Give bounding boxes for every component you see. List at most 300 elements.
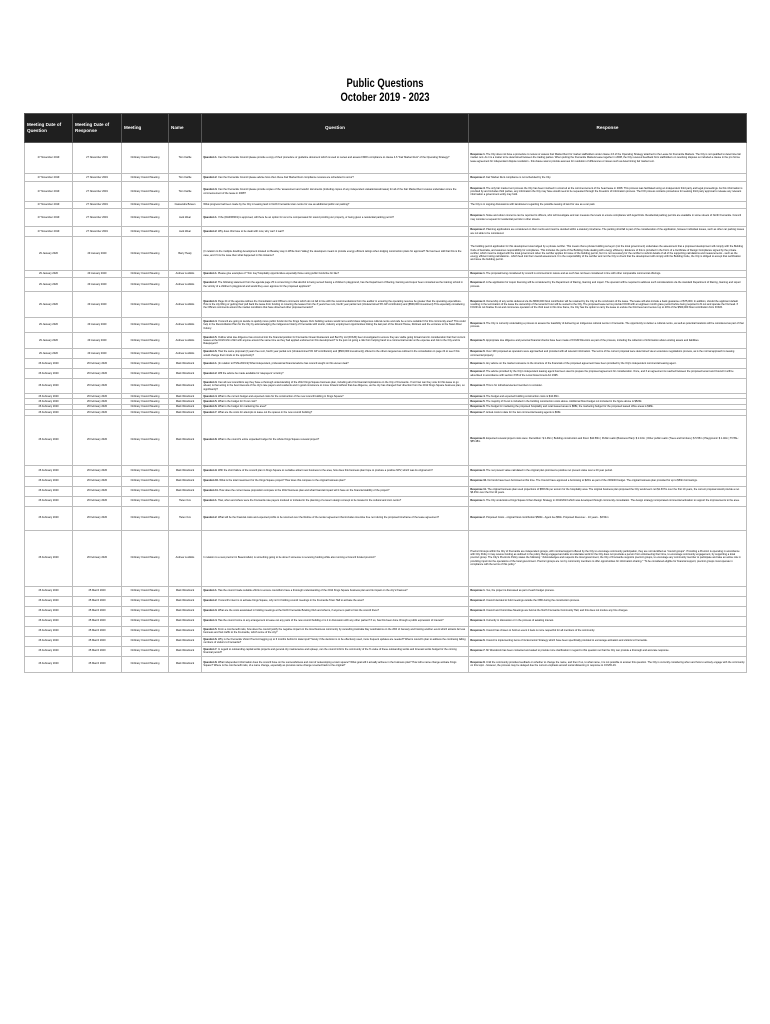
question-date-cell: 26 February 2020 [25,606,73,616]
response-label: Response 2. [470,516,486,520]
response-label: Response 2. [470,281,486,285]
response-text: Mr Woodcock has been contacted and asked to provide more clarification in regard to this question so that the City can provide a thorough and accurate response. [486,649,670,653]
question-cell [202,379,469,394]
response-cell [469,292,747,318]
question-date-cell: 27 November 2019 [25,227,73,237]
response-cell [469,465,747,476]
question-cell [202,209,469,227]
question-text: Can the Fremantle Council please advise how often these Fair Market Rent compliance reviews are scheduled to occur? [217,175,354,179]
response-text: The proposal being considered by council is commercial in nature and as such has not been considered in line with other comparable commercial offerings. [486,272,662,276]
question-text: Please give examples of "Tom Ivey"hospitality opportunities especially those using public funds like for like? [217,272,339,276]
question-date-cell: 27 November 2019 [25,182,73,202]
response-cell [469,646,747,656]
question-date-cell: 26 February 2020 [25,636,73,646]
question-date-cell: 29 January 2020 [25,349,73,359]
question-date-cell: 26 February 2020 [25,596,73,606]
response-cell [469,349,747,359]
table-row [25,333,747,349]
question-label: Question 2. [203,516,218,520]
response-date-cell: 26 February 2020 [73,379,122,394]
name-cell: Mark Woodcock [169,586,202,596]
question-text: (In relation to the multiple dwelling development located on Beasley way in White Gum Valley) the developers meant to provide energy efficient ratings when lodging construction plans for approval? He has been told that this is the case, and if it is the case then what happened in this instance? [203,250,462,257]
meeting-cell: Ordinary Council Meeting [122,182,169,202]
meeting-cell: Ordinary Council Meeting [122,202,169,209]
response-text: This is for individual elected members to consider. [486,384,543,388]
response-date-cell: 27 November 2019 [73,209,122,227]
response-text: The City is in ongoing discussions with landowners regarding the possible leasing of land for use as a car park. [470,203,596,207]
response-label: Response 3. [470,609,486,613]
meeting-cell: Ordinary Council Meeting [122,636,169,646]
question-cell [202,530,469,586]
response-date-cell: 26 February 2020 [73,465,122,476]
question-cell [202,606,469,616]
response-text: Noise and odour concerns can be reported to officers, who will investigate and can measure the levels to ensure compliance with legal limits. Residential parking permits are available in some streets of North Fremantle. Council may consider a request for residential permits in other streets. [470,214,742,221]
question-text: What are the costs associated in holding meetings at the North Fremantle Bowling Club and what is, if anyone is paid to host the council there? [217,609,380,613]
name-cell: Andrew Luobikis [169,530,202,586]
question-text: Page 24 of the agenda outlines the Consultation and Officers comments which do not fall in line with the recommendations from the auditor in ensuring the operating revenue be greater than the operating expenditure. How is the city lifting or getting their pull back the lease from funding or covering the leases from the 3 years free rent, fourth year partial rent (Undetermined 5% GP contribution) and ($500,000 investment) This especially considering the Officers comments around the market conditions that have observed other proposed tenants? [203,299,465,310]
question-cell [202,227,469,237]
response-label: Response 2. [470,370,486,374]
table-row [25,586,747,596]
response-text: Appropriate due diligence and personal financial checks have been made of FOUR Directors as part of the process, including the collection of information about existing assets and liabilities. [485,338,700,342]
response-label: Response 2. [470,228,486,232]
question-label: Question 1. [203,589,218,593]
response-label: Response 2. [470,599,486,603]
question-date-cell: 29 January 2020 [25,237,73,271]
response-text: Actual costs to date for the two commercial leasing agents is $63k. [485,410,562,414]
response-label: Response 3. [470,186,486,190]
question-label: Question 2. [203,175,218,179]
meeting-cell: Ordinary Council Meeting [122,359,169,369]
table-row [25,476,747,486]
response-date-cell: 26 February 2020 [73,410,122,415]
question-cell [202,465,469,476]
question-label: Question 1. [203,499,218,503]
response-date-cell: 26 February 2020 [73,486,122,496]
name-cell: Mark Woodcock [169,606,202,616]
question-text: What is the budget for fit out cost? [217,399,257,403]
meeting-cell: Ordinary Council Meeting [122,596,169,606]
response-date-cell: 29 January 2020 [73,271,122,278]
meeting-cell: Ordinary Council Meeting [122,369,169,379]
question-text: If the (DA0363/19) is approved, will there be an option for us to be compensated for sound proofing our property, or being given a residential parking permit? [217,215,394,219]
response-date-cell: 26 February 2020 [73,359,122,369]
response-date-cell: 26 February 2020 [73,530,122,586]
question-cell [202,496,469,506]
response-cell [469,586,747,596]
response-label: Response 4. [470,321,486,325]
meeting-cell: Ordinary Council Meeting [122,394,169,399]
question-date-cell: 26 February 2020 [25,496,73,506]
meeting-cell: Ordinary Council Meeting [122,379,169,394]
name-cell: Mark Woodcock [169,410,202,415]
question-label: Question 1. [203,215,218,219]
question-cell [202,616,469,626]
question-label: Question 6. [203,637,218,641]
question-cell [202,143,469,174]
question-cell [202,586,469,596]
response-cell [469,318,747,333]
response-label: Response 3. [470,384,486,388]
question-date-cell: 29 January 2020 [25,292,73,318]
response-cell [469,506,747,530]
question-label: Question 1. [203,361,218,365]
table-row [25,636,747,646]
question-label: Question 9. [203,468,218,472]
question-label: Question 7. [203,647,218,651]
response-date-cell: 25 March 2020 [73,586,122,596]
response-text: Precinct Groups within the City of Fremantle are independent groups, with nominal support offered by the City to encourage community participation, they are not identified as "council groups". Providing a Precinct is operating in accordance with City Policy it may receive funding as outlined in the policy. Being engaged and able to undertake work for the City does not preclude a person from volunteering their time, to encourage community engagement, by supporting a local precinct group. The City's Precincts Policy states the following: "Acknowledges and respects the local government, the City of Fremantle supports precinct groups, to encourage any community member to participate and take an active role in providing input into the operations of the local government. Precinct groups are run by community members to offer opportunities for information sharing." "To be considered eligible for financial support, precinct groups must operate in compliance with the terms of this policy." [470,550,741,566]
response-date-cell: 27 November 2019 [73,174,122,182]
question-date-cell: 27 November 2019 [25,143,73,174]
question-text: Has the council come to any arrangement to lease out any parts of the new council building or is it in discussion with any other parties? If so, has this been done through a public expression of interest? [217,619,444,623]
question-text: What will be the financial costs and expected profits to be returned over the lifetime of the tender agreement that includes incentive free rent during the proposed timeframe of the lease agreement? [217,516,439,520]
column-header-question-date: Meeting Date of Question [25,114,73,143]
meeting-cell: Ordinary Council Meeting [122,292,169,318]
question-cell [202,333,469,349]
response-text: Council is implementing items of its Economic Strategy which have been specifically provided to encourage activation and visitors to Fremantle. [486,639,648,643]
table-row [25,626,747,636]
meeting-cell: Ordinary Council Meeting [122,606,169,616]
table-body [25,143,747,673]
question-cell [202,182,469,202]
question-cell [202,237,469,271]
response-date-cell: 26 February 2020 [73,394,122,399]
question-cell [202,636,469,646]
question-label: Question 6. [203,350,218,354]
table-row [25,415,747,465]
question-text: How does the current lease proposition compare to the 2012 business plan and what financial impact will it have on the financial stability of the project? [219,489,390,493]
question-text: What progress had been made by the City in leasing land in North Fremantle town centre for use as additional public car parking? [203,203,350,207]
response-cell [469,174,747,182]
question-cell [202,656,469,672]
question-text: With the short failure of the council plan in Kings Square to revitalise attract new business to the area, how does this business plan hope to produce a positive NPV, which was its original aim? [217,468,433,472]
question-text: From a cost benefit ratio, how does the council justify the negative impact on the local business community by cancelling Australia Day celebrations on the 26th of January and hosting another event which attracts far less business and foot traffic to the Fremantle, which some of the city? [203,627,466,635]
question-cell [202,278,469,292]
question-text: If council's intent is to activate Kings Square, why isn't it holding council meetings in the Fremantle Town Hall to activate the area? [217,599,364,603]
question-date-cell: 26 February 2020 [25,646,73,656]
response-label: Response 6. [470,639,486,643]
question-date-cell: 26 February 2020 [25,616,73,626]
question-label: Question 5. [203,335,218,339]
response-cell [469,278,747,292]
question-date-cell: 26 February 2020 [25,415,73,465]
response-date-cell: 25 March 2020 [73,596,122,606]
question-cell [202,646,469,656]
question-text: In relation to a new precinct in Beaconsfield, is something going to be done if someone is receiving funding while also running a Council funded precinct? [203,556,376,560]
response-date-cell: 25 March 2020 [73,636,122,646]
response-cell [469,271,747,278]
question-date-cell: 26 February 2020 [25,394,73,399]
question-label: Question 3. [203,188,218,192]
response-text: Until the community provides feedback on whether to change the name, and then if so, to what name, it is not possible to answer this question. The City is currently considering when and how to actively engage with the community on this topic - however, the process may be delayed due the current emphasis around social distancing in response to COVID-19. [470,660,745,668]
question-date-cell: 26 February 2020 [25,530,73,586]
meeting-cell: Ordinary Council Meeting [122,465,169,476]
meeting-cell: Ordinary Council Meeting [122,318,169,333]
column-header-name: Name [169,114,202,143]
question-text: Why does this have to be dealt with now, why can't it wait? [217,229,284,233]
question-label: Question 11. [203,489,219,493]
question-cell [202,476,469,486]
public-questions-table [24,113,747,673]
name-cell: Mark Woodcock [169,616,202,626]
response-label: Response 1. [470,361,486,365]
response-label: Response 1. [470,214,486,218]
meeting-cell: Ordinary Council Meeting [122,626,169,636]
question-cell [202,506,469,530]
table-row [25,359,747,369]
question-text: Why is the Fremantle Visitor Precinct lagging up to 6 months behind in data input? Surely if the decision is to be effectively used, more frequent updates are needed? What is council's plan to address the continuing falling numbers of visitors to Fremantle? [203,637,466,645]
question-text: Outline what due diligence has occurred into the financial position for Fremantle Ocean Restaurant and Bar Pty Ltd (FOUR) been investigated to ensure they are viable going forward and in consideration that their current leases at the Dirt/Urchin 2Girl with anyone around the same time as they had applied endorsed on this development? Is the just not going a risk from helping hand to a commercial tender at the expense and risk to the City and its Ratepayers? [203,335,466,346]
name-cell: Tom Carlile [169,182,202,202]
response-text: Planning applications are considered on their merits and must be decided within a statutory timeframe. The parking shortfall is part of the consideration of the application, however individual issues, such as other car parking issues are not able to be considered. [470,228,745,235]
question-date-cell: 29 January 2020 [25,271,73,278]
response-text: The City does not have a procedure to review or assess Fair Market Rent for market stallholders under clause 4.6 of the Operating Strategy attached to the Lease for Fremantle Markets. The City is not qualified to determine fair market rent. As it is a matter to be determined between the trading parties. When putting the Fremantle Markets lease together in 2008, the City received feedback from stallholders on resolving disputes so included a clause in the pro forma lease agreement for independent dispute resolution - this clause was to provide avenues for resolution of differences or issues such as determining fair market rent. [470,153,741,163]
table-row [25,606,747,616]
name-cell: Mark Woodcock [169,636,202,646]
meeting-cell: Ordinary Council Meeting [122,399,169,404]
response-cell [469,496,747,506]
response-cell [469,486,747,496]
table-row [25,271,747,278]
response-text: A the application for Liquor licensing will be considered by the Department of Racing, Gaming and Liquor. The operator will be required to address such considerations via the standard Department of Racing, Gaming and Liquor process. [470,281,741,288]
question-text: How, when and where were the Fremantle rate payers involved or included in the planning of a tavern design concept to be located in the cultural and civic centre? [217,499,402,503]
response-text: The budget for marketing the proposed hospitality and retail leased areas is $88k, the marketing budget for the proposed leased office areas is $96k. [486,405,654,409]
question-cell [202,596,469,606]
response-label: Response 1. [470,272,486,276]
response-label: Response 1. [470,153,486,157]
response-label: Response 2. [470,175,486,179]
response-date-cell: 25 March 2020 [73,626,122,636]
response-date-cell: 26 February 2020 [73,476,122,486]
question-label: Question 5. [203,627,218,631]
meeting-cell: Ordinary Council Meeting [122,415,169,465]
meeting-cell: Ordinary Council Meeting [122,271,169,278]
name-cell: Mark Woodcock [169,626,202,636]
question-date-cell: 26 February 2020 [25,656,73,672]
question-cell [202,202,469,209]
table-row [25,318,747,333]
response-text: The advice provided by the City's independent leasing agent has been used to prepare the proposed agreement for consideration. Once, and if an agreement is reached between the proposed tenant and Council it will be advertised in accordance with section 3.58 of the Local Government Act 1995. [470,370,734,377]
response-date-cell: 27 November 2019 [73,202,122,209]
response-cell [469,333,747,349]
table-row [25,646,747,656]
meeting-cell: Ordinary Council Meeting [122,586,169,596]
question-label: Question 4. [203,619,218,623]
table-row [25,506,747,530]
name-cell: Mark Woodcock [169,369,202,379]
question-label: Question 4. [203,320,218,324]
response-text: The City undertook a Kings Square Urban Design Strategy in 2012/2013 which was developed through community consultation. The design strategy incorporated commercial activation to support the improvements to the area. [486,499,740,503]
question-text: What independent information does the council have on the successfulness and cost of redeveloping a town square? What goal will it actually achieve in the business plan? How will a name change activate Kings Square? Where is the cost benefit ratio, of a name change, especially as previous name change reverted back to the original? [203,660,457,668]
table-row [25,227,747,237]
question-date-cell: 26 February 2020 [25,369,73,379]
response-cell [469,182,747,202]
response-text: The building permit application for this development was lodged by a private certifier. This means that a private building surveyor (not the local government) undertakes the assessment that a proposed development will comply with the Building Code of Australia, and assumes responsibility for compliance. This includes the parts of the Building Code dealing with energy efficiency. Evidence of this is provided in the Form of a Certificate of Design Compliance signed by the private certifier, which must be lodged with the local government when the certifier applies for issue of the building permit, but it is not necessary for the certifier to submit details of all of the supporting calculations and measurements - such as the energy efficient rating calculations - which feed into their overall assessment. It is the responsibility of the certifier and not the City to check that the development will comply with the Building Code, the City is obliged to accept that certification and issue the building permit. [470,245,744,262]
response-label: Response 4. [470,394,486,398]
question-date-cell: 26 February 2020 [25,486,73,496]
name-cell: Mark Woodcock [169,399,202,404]
response-cell [469,379,747,394]
table-row [25,616,747,626]
response-label: Response 11. [470,487,487,491]
response-cell [469,369,747,379]
question-label: Question 1. [203,156,218,160]
response-text: Council has chosen to hold an event it feels is more respectful for all members of the community. [486,629,595,633]
question-text: In regard to outstanding capital works projects and general city maintenance and upkeep, can the council inform the community of the % value of these outstanding works and forecast works budget for the coming financial period? [203,647,457,655]
question-label: Question 8. [203,438,218,442]
question-cell [202,318,469,333]
column-header-question: Question [202,114,469,143]
response-date-cell: 29 January 2020 [73,318,122,333]
question-cell [202,626,469,636]
response-label: Response 3. [470,299,486,303]
response-text: Any advice on the market relevance to the structure of the financials of the proposed agreement have been provided by the City's independent commercial leasing agent. [485,361,677,365]
response-date-cell: 29 January 2020 [73,278,122,292]
response-label: Response 5. [470,338,486,342]
response-text: No funds have been borrowed at this time. The Council have approved a borrowing to $20m as part of the 2019/20 budget. The original business plan provided for up to $53m borrowings. [487,479,698,483]
response-cell [469,202,747,209]
response-cell [469,237,747,271]
question-date-cell: 26 February 2020 [25,626,73,636]
response-cell [469,636,747,646]
response-label: Response 8. [470,660,486,664]
response-cell [469,415,747,465]
name-cell: Barry Healy [169,237,202,271]
table-row [25,530,747,586]
name-cell: Mark Woodcock [169,379,202,394]
meeting-cell: Ordinary Council Meeting [122,333,169,349]
name-cell: Mark Woodcock [169,359,202,369]
meeting-cell: Ordinary Council Meeting [122,404,169,409]
column-header-meeting: Meeting [122,114,169,143]
question-date-cell: 26 February 2020 [25,379,73,394]
response-label: Response 5. [470,399,486,403]
response-date-cell: 26 February 2020 [73,506,122,530]
question-cell [202,174,469,182]
response-label: Response 10. [470,479,487,483]
meeting-cell: Ordinary Council Meeting [122,486,169,496]
question-text: What is the current budget and expected costs for the construction of the new council building in Kings Square? [217,394,344,398]
response-date-cell: 25 March 2020 [73,646,122,656]
question-date-cell: 27 November 2019 [25,209,73,227]
table-row [25,656,747,672]
table-row [25,182,747,202]
question-label: Question 2. [203,229,218,233]
question-date-cell: 26 February 2020 [25,465,73,476]
name-cell: Mark Woodcock [169,646,202,656]
meeting-cell: Ordinary Council Meeting [122,506,169,530]
response-text: Currently in discussion or in the process of awaiting interest. [486,619,554,623]
name-cell: Jack Wear [169,209,202,227]
response-cell [469,476,747,486]
response-date-cell: 25 March 2020 [73,616,122,626]
response-label: Response 9. [470,468,486,472]
response-text: The only fair market rent process the City has been involved in occurred at the commencement of the head lease in 2008. This process was facilitated using an independent third party and legal proceedings. As this information is provided by and includes third parties, any information the City may have would need to be requested through the Freedom of Information process. The FOI process contains procedures for seeking third party approval to release any relevant information a government entity may hold. [470,186,743,197]
question-cell [202,271,469,278]
name-cell: Cassandra Bowen [169,202,202,209]
column-header-response: Response [469,114,747,143]
name-cell: Andrew Luobikis [169,333,202,349]
response-label: Response 1. [470,589,486,593]
question-label: Question 4. [203,394,218,398]
response-date-cell: 26 February 2020 [73,399,122,404]
question-text: How the same proposal (3 years free rent, fourth year partial rent (Undetermined 5% GP contribution) and ($500,000 investment)) offered to the others targeted as outlined in the consultation on page 24 to see if this would change their minds to the opportunity? [203,350,460,357]
question-label: Question 2. [203,599,218,603]
question-label: Question 3. [203,299,218,303]
response-cell [469,530,747,586]
table-row [25,369,747,379]
table-header-row [25,114,747,143]
question-cell [202,369,469,379]
response-label: Response 7. [470,649,486,653]
meeting-cell: Ordinary Council Meeting [122,496,169,506]
name-cell: Mark Woodcock [169,486,202,496]
question-label: Question 2. [203,281,218,285]
response-text: Proposed Costs - original fitout contribution $500k - Agent fee $54k. Proposed Revenue: - 10 years - $3.54m [486,516,609,520]
question-text: Will the advice be made available for ratepayers' scrutiny? [217,371,284,375]
response-cell [469,616,747,626]
name-cell: Andrew Luobikis [169,292,202,318]
response-date-cell: 29 January 2020 [73,292,122,318]
name-cell: Mark Woodcock [169,476,202,486]
meeting-cell: Ordinary Council Meeting [122,656,169,672]
question-text: Can the Fremantle Council please provide copies of the 'assessment and results' documents (including copies of any independent valuations/estimates) for all of the Fair Market Rent reviews undertaken since the commencement of the lease in 2008? [203,188,457,195]
question-label: Question 8. [203,660,218,664]
table-row [25,486,747,496]
question-cell [202,292,469,318]
table-row [25,278,747,292]
response-date-cell: 27 November 2019 [73,143,122,174]
meeting-cell: Ordinary Council Meeting [122,349,169,359]
response-cell [469,606,747,616]
question-date-cell: 29 January 2020 [25,318,73,333]
question-text: What are the costs for attempts to lease out the spaces in the new council building? [217,410,313,414]
question-date-cell: 29 January 2020 [25,333,73,349]
question-text: What is the council's entire unpacked budget for the whole Kings Square renewal project? [217,438,320,442]
name-cell: Mark Woodcock [169,465,202,476]
table-row [25,465,747,476]
name-cell: Tom Carlile [169,143,202,174]
question-label: Question 5. [203,399,218,403]
question-cell [202,349,469,359]
question-text: What is the budget for marketing the area? [217,405,267,409]
response-text: The City is currently undertaking a process to assess the feasibility of delivering an indigenous cultural centre in Fremantle. The opportunity to deliver a cultural centre, as well as potential locations will be considered as part of that process. [470,321,744,328]
meeting-cell: Ordinary Council Meeting [122,209,169,227]
response-cell [469,596,747,606]
response-date-cell: 26 February 2020 [73,369,122,379]
meeting-cell: Ordinary Council Meeting [122,530,169,586]
meeting-cell: Ordinary Council Meeting [122,174,169,182]
response-date-cell: 25 March 2020 [73,606,122,616]
response-date-cell: 27 November 2019 [73,227,122,237]
meeting-cell: Ordinary Council Meeting [122,143,169,174]
name-cell: Tom Carlile [169,174,202,182]
question-label: Question 6. [203,405,218,409]
response-text: Council and Committee Meetings are held at the North Fremantle Community Hall, and this does not involve any hire charges. [486,609,629,613]
response-cell [469,227,747,237]
response-text: The budget and expected building construction costs is $44.68m. [486,394,560,398]
response-label: Response 6. [470,405,486,409]
name-cell: Mark Woodcock [169,596,202,606]
question-text: If council are going to decide to quickly move public funds into the Kings Square Civic building venture would not a world class indigenous cultural centre and cafe be a more suitable fit for this community area? This could help in the Reconciliation Plan for the City by acknowledging the indigenous history of Fremantle with tourist, industry employment opportunities linking the last part of the Round House, Rottnest and the entrance to the Swan River Colony. [203,320,466,330]
response-text: The net present value calculated in the original plan promised a positive net present value over a 20 year period. [486,468,613,472]
response-label: Response 4. [470,619,486,623]
page-title-line-1: Public Questions [346,78,424,90]
page-title-line-2: October 2019 - 2023 [340,92,430,104]
column-header-response-date: Meeting Date of Response [73,114,122,143]
question-text: Can the Fremantle Council please provide a copy of their procedure or guideline document which is used to review and assess FMR's compliance to clause 4.6 "Fair Market Rent" of the Operating Strategy? [217,156,450,160]
